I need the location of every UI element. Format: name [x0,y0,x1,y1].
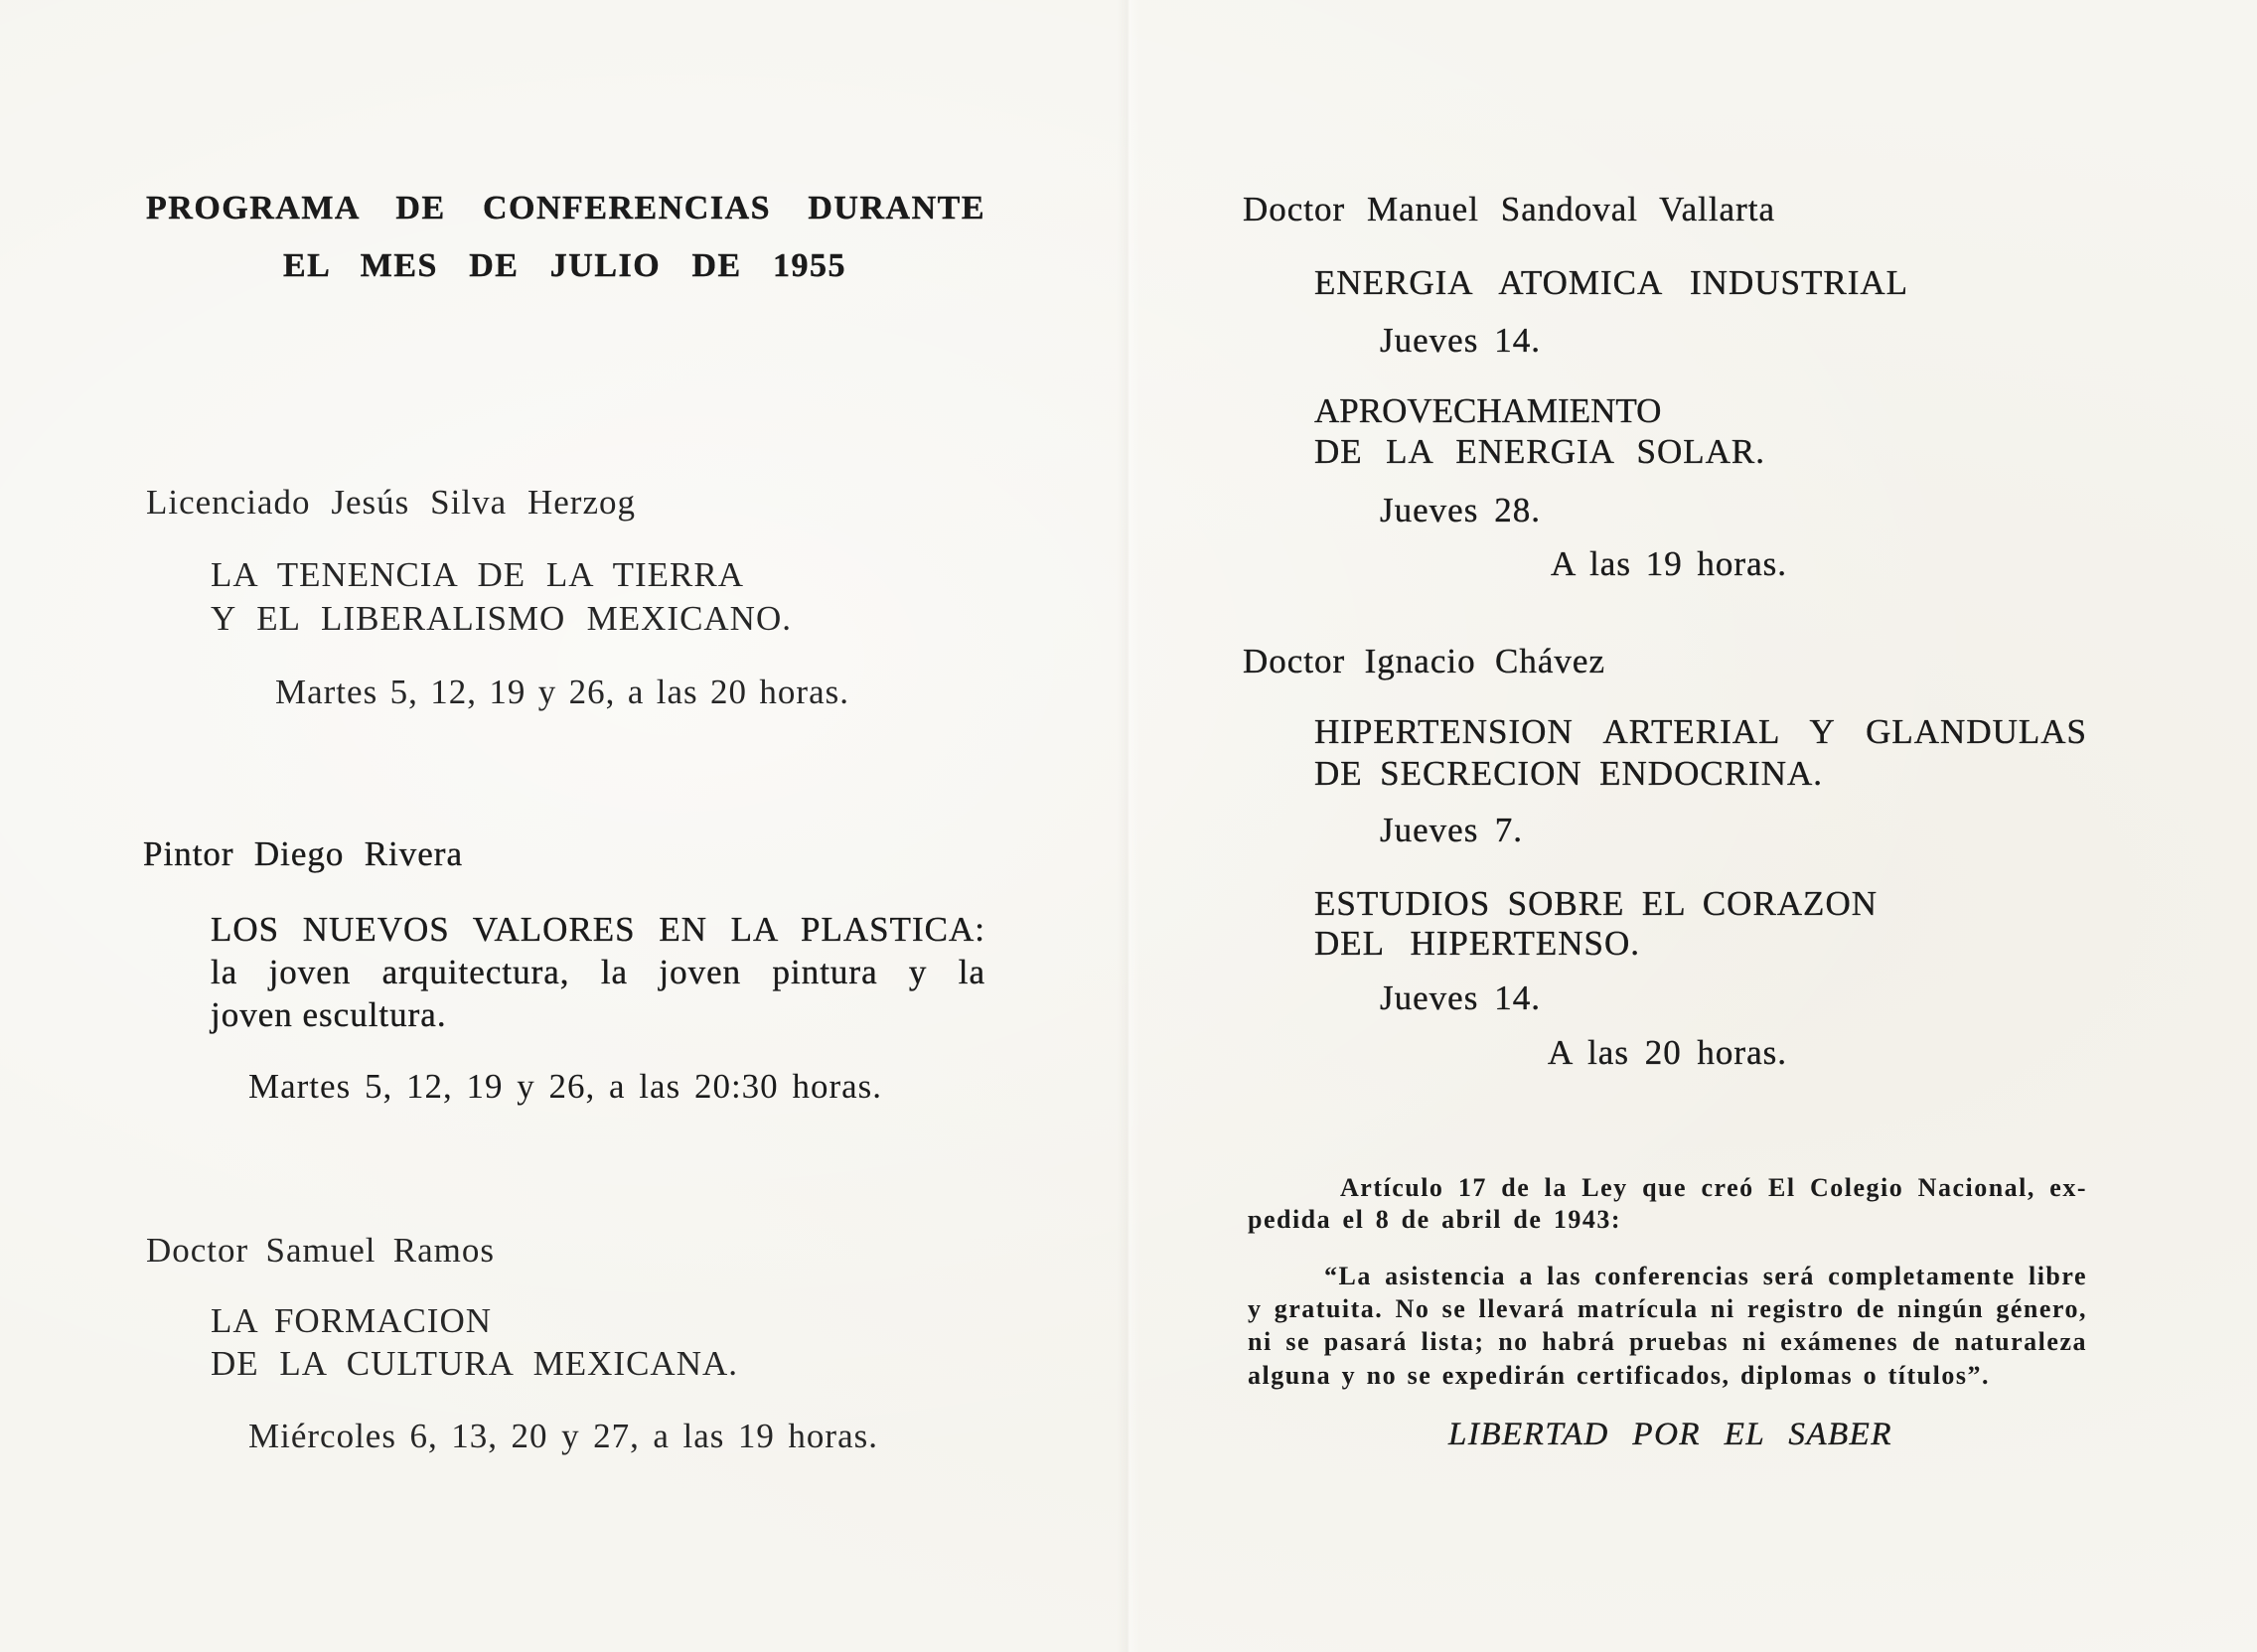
motto: LIBERTAD POR EL SABER [1448,1417,1892,1452]
lecture-title-line: APROVECHAMIENTO [1314,391,1662,430]
article-intro-line: pedida el 8 de abril de 1943: [1248,1205,1621,1234]
lecture-day: Jueves 7. [1380,811,1523,849]
quote-line: y gratuita. No se llevará matrícula ni registro de ningún género, [1248,1294,2087,1323]
speaker-name: Licenciado Jesús Silva Herzog [146,483,636,522]
lecture-title-line: Y EL LIBERALISMO MEXICANO. [211,599,792,638]
lecture-day: Jueves 14. [1380,321,1541,360]
lecture-time: A las 20 horas. [1548,1033,1787,1072]
lecture-title-line: la joven arquitectura, la joven pintura y la [211,953,985,991]
lecture-schedule: Martes 5, 12, 19 y 26, a las 20:30 horas. [248,1067,882,1106]
lecture-title-line: HIPERTENSION ARTERIAL Y GLANDULAS [1314,712,2087,751]
program-title-line-1: PROGRAMA DE CONFERENCIAS DURANTE [146,190,985,226]
program-title-line-2: EL MES DE JULIO DE 1955 [283,247,846,284]
speaker-name: Doctor Manuel Sandoval Vallarta [1243,190,1775,228]
lecture-day: Jueves 28. [1380,491,1541,529]
left-page [0,0,1128,1652]
lecture-schedule: Miércoles 6, 13, 20 y 27, a las 19 horas. [248,1417,878,1455]
right-page [1128,0,2257,1652]
speaker-name: Pintor Diego Rivera [143,834,463,873]
quote-line: ni se pasará lista; no habrá pruebas ni exámenes de naturaleza [1248,1327,2087,1356]
lecture-title-line: DE LA CULTURA MEXICANA. [211,1344,738,1383]
lecture-title-line: DE SECRECION ENDOCRINA. [1314,754,1823,793]
speaker-name: Doctor Ignacio Chávez [1243,642,1605,680]
lecture-title-line: LOS NUEVOS VALORES EN LA PLASTICA: [211,910,985,949]
lecture-title-line: LA TENENCIA DE LA TIERRA [211,555,744,594]
speaker-name: Doctor Samuel Ramos [146,1231,495,1270]
lecture-title-line: LA FORMACION [211,1301,492,1340]
lecture-time: A las 19 horas. [1551,544,1787,583]
lecture-day: Jueves 14. [1380,978,1541,1017]
lecture-title-line: ESTUDIOS SOBRE EL CORAZON [1314,884,1878,923]
article-intro-line: Artículo 17 de la Ley que creó El Colegio Nacional, ex- [1340,1173,2087,1202]
lecture-title-line: DEL HIPERTENSO. [1314,924,1640,963]
quote-line: alguna y no se expedirán certificados, diplomas o títulos”. [1248,1361,1990,1390]
lecture-title-line: DE LA ENERGIA SOLAR. [1314,432,1765,471]
lecture-title-line: joven escultura. [211,995,447,1034]
quote-line: “La asistencia a las conferencias será completamente libre [1324,1262,2087,1290]
lecture-title-line: ENERGIA ATOMICA INDUSTRIAL [1314,263,1908,302]
lecture-schedule: Martes 5, 12, 19 y 26, a las 20 horas. [275,673,849,711]
